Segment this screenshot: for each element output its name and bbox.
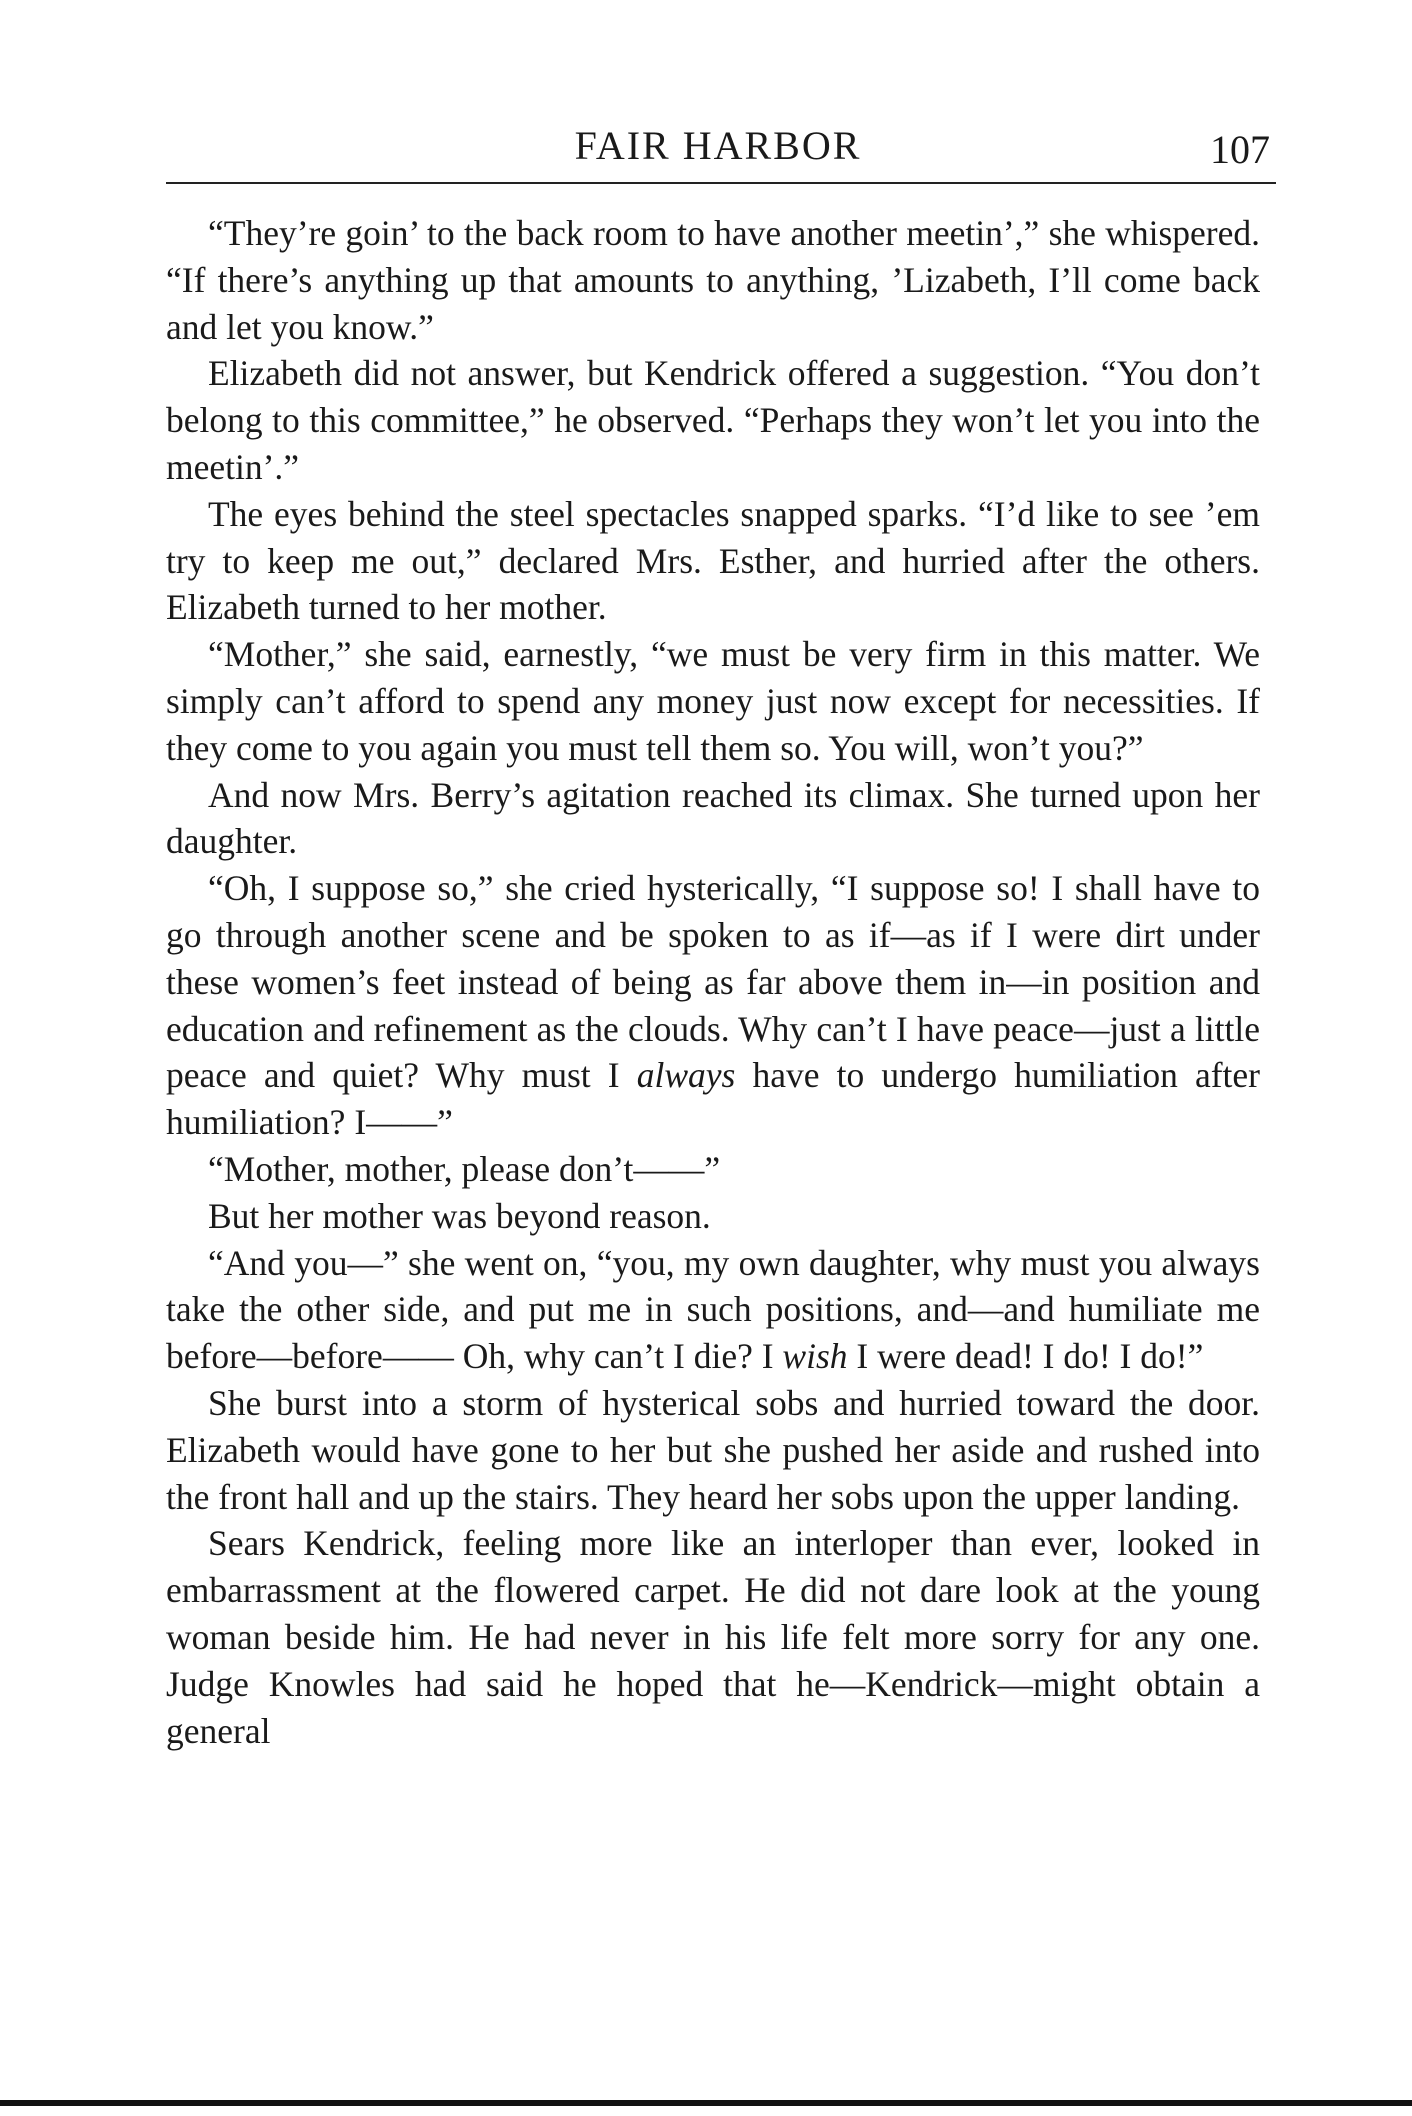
page-header	[166, 118, 1270, 178]
paragraph-text: “Oh, I suppose so,” she cried hysterically, “I suppose so! I shall have to go through another scene and be spoken to as if—as if I were dirt under these women’s feet instead of being as far above them in—in position and education and refinement as the clouds. Why can’t I have peace—just a little peace and quiet? Why must I	[166, 868, 1260, 1096]
paragraph: “They’re goin’ to the back room to have another meetin’,” she whispered. “If there’s anything up that amounts to anything, ’Lizabeth, I’ll come back and let you know.”	[166, 213, 1260, 347]
body-text	[166, 210, 1260, 1754]
paragraph-text: “And you—” she went on, “you, my own daughter, why must you always take the other side, and put me in such positions, and—and humiliate me before—before—— Oh, why can’t I die? I	[166, 1242, 1260, 1377]
running-title: FAIR HARBOR	[574, 123, 862, 168]
paragraph: “Mother, mother, please don’t——”	[208, 1148, 721, 1189]
paragraph: Elizabeth did not answer, but Kendrick offered a suggestion. “You don’t belong to this committee,” he observed. “Perhaps they won’t let you into the meetin’.”	[166, 353, 1260, 487]
paragraph: The eyes behind the steel spectacles snapped sparks. “I’d like to see ’em try to keep me out,” declared Mrs. Esther, and hurried after the others. Elizabeth turned to her mother.	[166, 493, 1260, 628]
paragraph	[166, 1240, 1260, 1380]
header-rule	[166, 182, 1276, 184]
scan-bottom-edge	[0, 2100, 1412, 2106]
paragraph-text: have to undergo humiliation after humiliation? I——”	[166, 1055, 1260, 1143]
paragraph: Sears Kendrick, feeling more like an interloper than ever, looked in embarrassment at the flowered carpet. He did not dare look at the young woman beside him. He had never in his life felt more sorry for any one. Judge Knowles had said he hoped that he—Kendrick—might obtain a general	[166, 1523, 1260, 1751]
italic-emphasis: wish	[782, 1336, 848, 1377]
paragraph	[166, 865, 1260, 1146]
paragraph: And now Mrs. Berry’s agitation reached its climax. She turned upon her daughter.	[166, 774, 1260, 862]
paragraph: But her mother was beyond reason.	[208, 1195, 711, 1236]
paragraph-text: I were dead! I do! I do!”	[847, 1336, 1204, 1377]
italic-emphasis: always	[636, 1055, 736, 1096]
paragraph: “Mother,” she said, earnestly, “we must be very firm in this matter. We simply can’t afford to spend any money just now except for necessities. If they come to you again you must tell them so. You will, won’t you?”	[166, 634, 1260, 768]
paragraph: She burst into a storm of hysterical sobs and hurried toward the door. Elizabeth would have gone to her but she pushed her aside and rushed into the front hall and up the stairs. They heard her sobs upon the upper landing.	[166, 1382, 1260, 1517]
page-number: 107	[1210, 127, 1270, 172]
